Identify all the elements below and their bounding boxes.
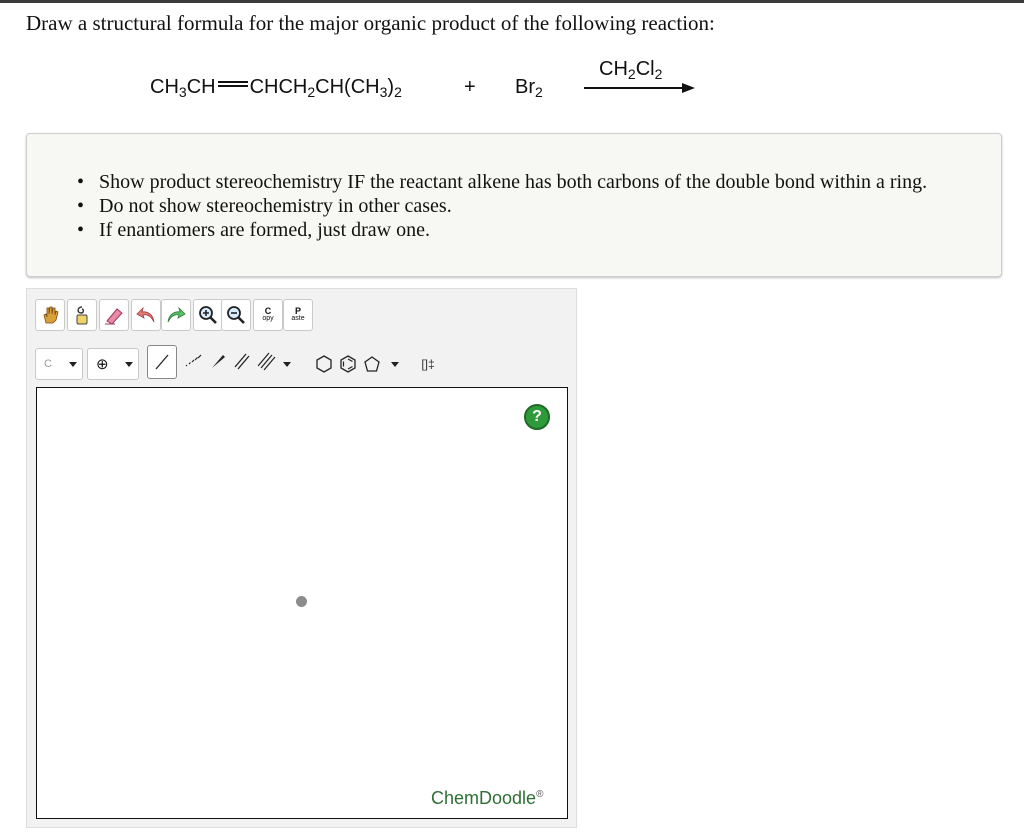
- charge-selector[interactable]: [87, 348, 139, 380]
- instruction-item: • Do not show stereochemistry in other cases.: [77, 194, 927, 218]
- charge-plus-icon: ⊕: [96, 356, 109, 373]
- help-button[interactable]: ?: [524, 404, 550, 430]
- element-label: C: [44, 358, 52, 370]
- reactant-text: CH: [150, 76, 179, 98]
- undo-icon: [135, 306, 157, 324]
- question-text: Draw a structural formula for the major organic product of the following reaction:: [26, 11, 715, 35]
- canvas-center-dot: [296, 596, 307, 607]
- zoom-in-icon: [198, 305, 218, 325]
- chevron-down-icon[interactable]: [283, 362, 291, 367]
- subscript: 2: [394, 84, 402, 100]
- top-bar: [0, 0, 1024, 3]
- triple-bond-icon: [256, 351, 276, 371]
- solvent-text: Cl: [635, 58, 655, 80]
- single-bond-button[interactable]: [147, 345, 177, 379]
- instruction-item: • Show product stereochemistry IF the reactant alkene has both carbons of the double bond within a ring.: [77, 170, 927, 194]
- subscript: 2: [307, 84, 316, 100]
- hand-tool-button[interactable]: [35, 299, 65, 331]
- benzene-icon: [338, 354, 358, 374]
- subscript: 2: [654, 66, 663, 82]
- bracket-icon: []‡: [421, 357, 435, 371]
- cyclopentane-icon: [362, 354, 382, 374]
- chevron-down-icon: [69, 362, 77, 367]
- subscript: 2: [627, 66, 636, 82]
- cyclopentane-button[interactable]: [357, 348, 387, 380]
- instruction-item: • If enantiomers are formed, just draw one.: [77, 218, 927, 242]
- paste-label-top: P: [294, 306, 301, 316]
- undo-button[interactable]: [131, 299, 161, 331]
- chemdoodle-logo: [431, 788, 543, 809]
- reactant-text: CH: [186, 76, 216, 98]
- eraser-tool-button[interactable]: [99, 299, 129, 331]
- reactant-text: CH(CH: [315, 76, 380, 98]
- reaction-arrow: [584, 87, 684, 89]
- paste-button[interactable]: [283, 299, 313, 331]
- triple-bond-button[interactable]: [251, 345, 281, 377]
- reactant-text: CHCH: [249, 76, 308, 98]
- solvent-text: CH: [599, 58, 628, 80]
- solvent-label: [599, 58, 662, 82]
- double-bond-icon: [232, 351, 252, 371]
- subscript: 2: [535, 84, 543, 100]
- redo-button[interactable]: [161, 299, 191, 331]
- wedge-bond-icon: [208, 351, 228, 371]
- reaction-equation: [0, 48, 760, 118]
- drawing-canvas[interactable]: [36, 387, 568, 819]
- hand-icon: [40, 305, 60, 325]
- chevron-down-icon[interactable]: [391, 362, 399, 367]
- reactant-text: ): [387, 76, 395, 98]
- subscript: 3: [178, 84, 187, 100]
- zoom-out-button[interactable]: [221, 299, 251, 331]
- eraser-icon: [103, 305, 125, 325]
- lasso-tool-button[interactable]: [67, 299, 97, 331]
- copy-label-bottom: opy: [262, 315, 274, 322]
- chemdoodle-editor: [26, 288, 577, 828]
- bracket-button[interactable]: [413, 348, 443, 380]
- hashed-bond-icon: [182, 351, 202, 371]
- brand-name: ChemDoodle: [431, 788, 537, 808]
- paste-label-bottom: aste: [291, 315, 305, 322]
- lasso-icon: [72, 304, 92, 326]
- zoom-in-button[interactable]: [193, 299, 223, 331]
- redo-icon: [165, 306, 187, 324]
- zoom-out-icon: [226, 305, 246, 325]
- cyclohexane-icon: [314, 354, 334, 374]
- bond-tools-group: [147, 342, 301, 382]
- instructions-box: [26, 133, 1002, 277]
- subscript: 3: [379, 84, 388, 100]
- single-bond-icon: [152, 352, 172, 372]
- plus-sign: +: [464, 76, 476, 98]
- brand-mark: ®: [536, 789, 544, 800]
- reaction-arrow-head: [682, 83, 695, 93]
- copy-button[interactable]: [253, 299, 283, 331]
- instructions-list: [77, 170, 927, 242]
- chevron-down-icon: [125, 362, 133, 367]
- reactant-text: Br: [515, 76, 535, 98]
- reactant-alkene: [150, 76, 402, 100]
- double-bond: [218, 81, 248, 87]
- element-selector[interactable]: [35, 348, 83, 380]
- reactant-bromine: [515, 76, 543, 100]
- copy-label-top: C: [264, 306, 272, 316]
